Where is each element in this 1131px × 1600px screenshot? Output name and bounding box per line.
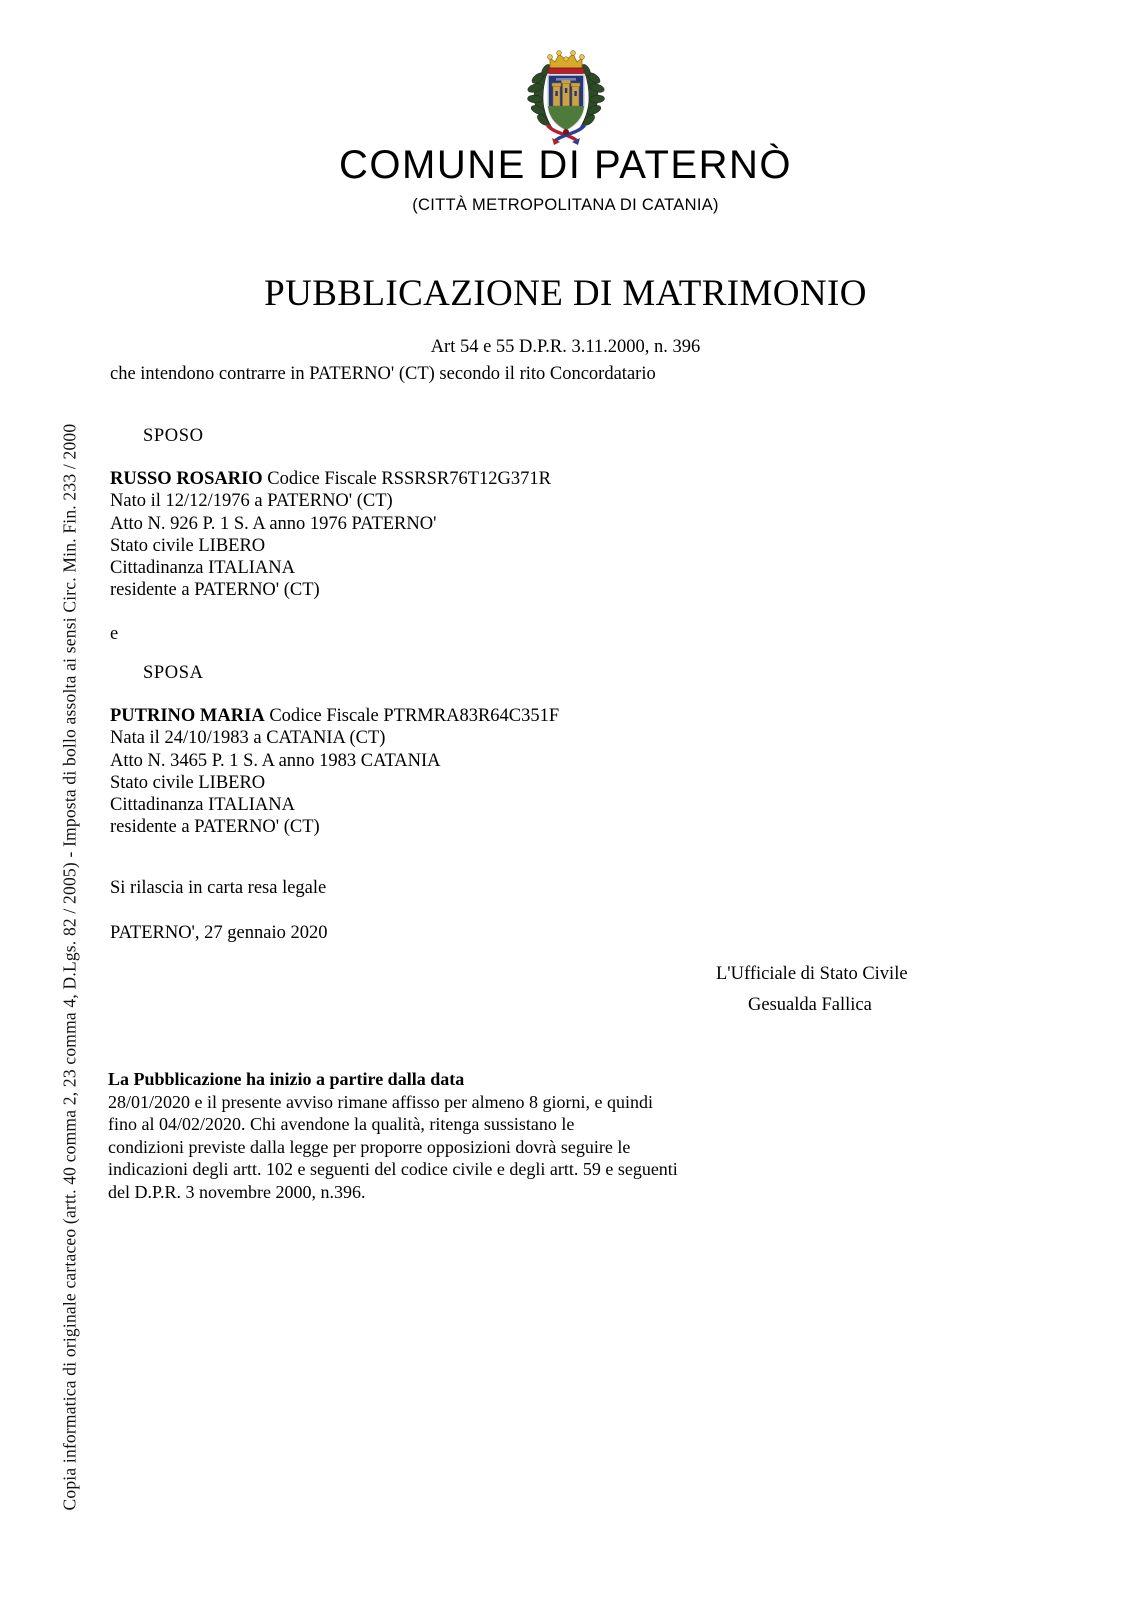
intro-text: che intendono contrarre in PATERNO' (CT) secondo il rito Concordatario	[110, 364, 656, 384]
groom-label: SPOSO	[143, 426, 204, 446]
groom-fiscal-code: RSSRSR76T12G371R	[381, 469, 551, 489]
place-and-date: PATERNO', 27 gennaio 2020	[110, 923, 328, 943]
groom-birth: Nato il 12/12/1976 a PATERNO' (CT)	[110, 491, 393, 512]
province-subtitle: (CITTÀ METROPOLITANA DI CATANIA)	[412, 196, 719, 214]
groom-name-line	[110, 468, 551, 490]
notice-line-4: condizioni previste dalla legge per proporre opposizioni dovrà seguire le	[108, 1136, 631, 1157]
groom-civil-status: Stato civile LIBERO	[110, 535, 266, 556]
municipality-title: COMUNE DI PATERNÒ	[339, 143, 792, 187]
groom-name: RUSSO ROSARIO	[110, 469, 263, 489]
bride-fiscal-code: PTRMRA83R64C351F	[383, 706, 560, 726]
groom-fiscal-code-label: Codice Fiscale	[267, 469, 377, 489]
bride-residence: residente a PATERNO' (CT)	[110, 817, 320, 838]
bride-details	[110, 705, 559, 839]
law-reference: Art 54 e 55 D.P.R. 3.11.2000, n. 396	[430, 337, 701, 357]
notice-line-5: indicazioni degli artt. 102 e seguenti del codice civile e degli artt. 59 e seguenti	[108, 1159, 678, 1179]
bride-civil-status: Stato civile LIBERO	[110, 772, 266, 793]
officer-name: Gesualda Fallica	[748, 995, 872, 1015]
groom-residence: residente a PATERNO' (CT)	[110, 580, 320, 601]
margin-note-container	[0, 0, 100, 1600]
bride-act: Atto N. 3465 P. 1 S. A anno 1983 CATANIA	[110, 750, 441, 771]
groom-act: Atto N. 926 P. 1 S. A anno 1976 PATERNO'	[110, 513, 437, 534]
coat-of-arms-icon	[512, 42, 620, 150]
conjunction-e: e	[110, 624, 119, 644]
officer-role: L'Ufficiale di Stato Civile	[716, 964, 908, 984]
bride-label: SPOSA	[143, 663, 204, 683]
copy-authenticity-note: Copia informatica di originale cartaceo (artt. 40 comma 2, 23 comma 4, D.Lgs. 82 / 2005) - Imposta di bollo assolta ai sensi Circ. Min. Fin. 233 / 2000	[59, 423, 80, 1511]
bride-birth: Nata il 24/10/1983 a CATANIA (CT)	[110, 728, 386, 749]
notice-line-2: 28/01/2020 e il presente avviso rimane affisso per almeno 8 giorni, e quindi	[108, 1091, 654, 1112]
notice-line-1: La Pubblicazione ha inizio a partire dalla data	[108, 1069, 465, 1089]
groom-details	[110, 468, 551, 602]
bride-name-line	[110, 705, 559, 727]
release-note: Si rilascia in carta resa legale	[110, 878, 327, 898]
bride-name: PUTRINO MARIA	[110, 706, 265, 726]
publication-notice	[108, 1068, 678, 1203]
bride-fiscal-code-label: Codice Fiscale	[269, 706, 379, 726]
notice-line-3: fino al 04/02/2020. Chi avendone la qualità, ritenga sussistano le	[108, 1114, 575, 1134]
notice-line-6: del D.P.R. 3 novembre 2000, n.396.	[108, 1181, 366, 1202]
groom-citizenship: Cittadinanza ITALIANA	[110, 558, 295, 579]
page-title: PUBBLICAZIONE DI MATRIMONIO	[264, 273, 867, 314]
bride-citizenship: Cittadinanza ITALIANA	[110, 795, 295, 816]
